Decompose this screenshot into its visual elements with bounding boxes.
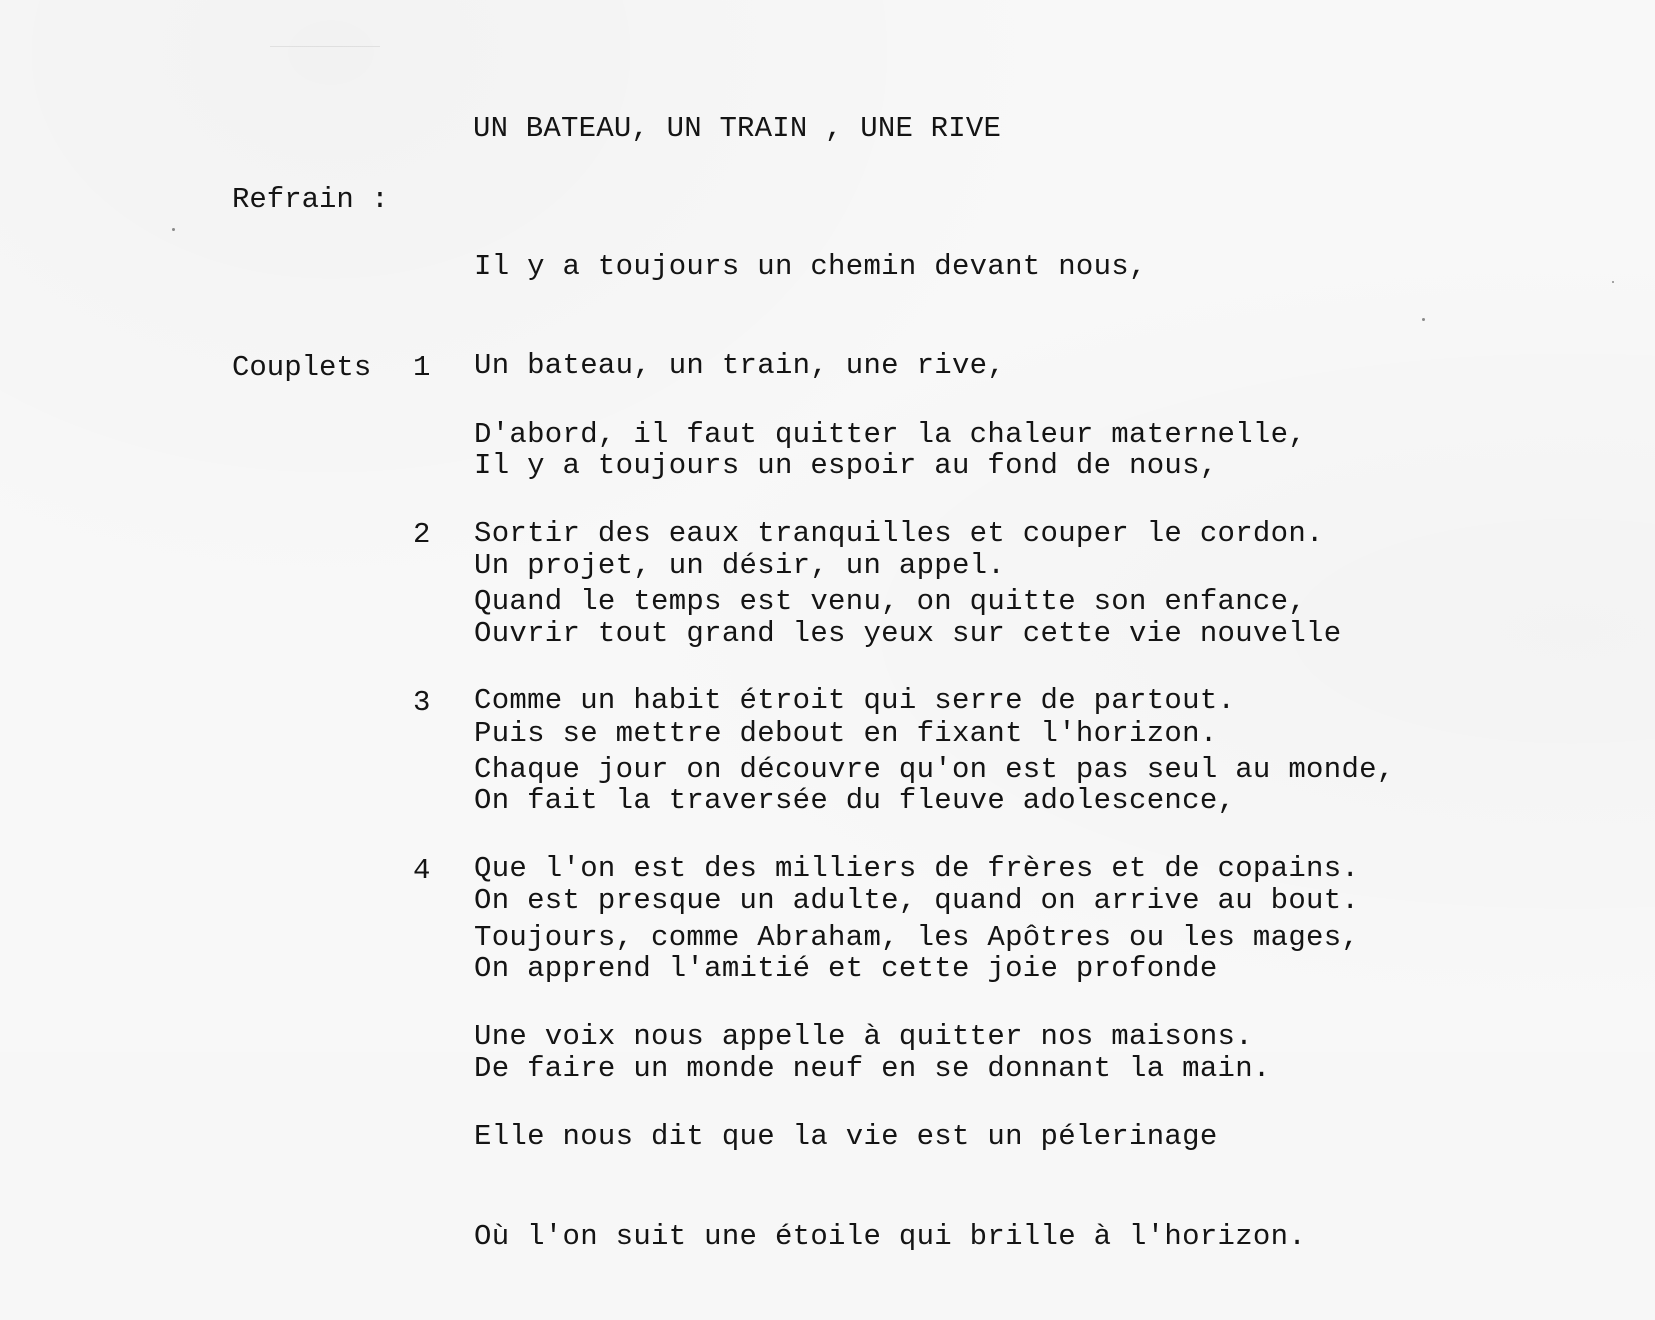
couplet-line: Puis se mettre debout en fixant l'horizon.	[474, 717, 1218, 751]
couplet-line: Toujours, comme Abraham, les Apôtres ou les mages,	[474, 920, 1360, 954]
couplet-number: 2	[413, 518, 431, 551]
refrain-line: Il y a toujours un chemin devant nous,	[474, 249, 1147, 283]
refrain-line: Il y a toujours un espoir au fond de nous,	[474, 449, 1218, 483]
couplet-line: Chaque jour on découvre qu'on est pas seul au monde,	[474, 752, 1395, 786]
couplet-line: Où l'on suit une étoile qui brille à l'horizon.	[474, 1220, 1307, 1254]
couplets-label: Couplets	[232, 351, 372, 384]
paper-mark	[270, 46, 380, 47]
couplet-line: Comme un habit étroit qui serre de partout.	[474, 684, 1236, 718]
couplet-number: 4	[413, 854, 431, 887]
couplet-number: 1	[413, 351, 431, 384]
couplet-line: On apprend l'amitié et cette joie profonde	[474, 952, 1218, 986]
refrain-line: Un projet, un désir, un appel.	[474, 549, 1006, 583]
song-title: UN BATEAU, UN TRAIN , UNE RIVE	[473, 112, 1002, 145]
couplet-line: Elle nous dit que la vie est un pélerinage	[474, 1120, 1218, 1154]
couplet-line: On fait la traversée du fleuve adolescence,	[474, 784, 1236, 818]
couplet-lines	[474, 854, 1359, 1320]
couplet-line: D'abord, il faut quitter la chaleur maternelle,	[474, 417, 1307, 451]
couplet-line: Quand le temps est venu, on quitte son enfance,	[474, 584, 1307, 618]
couplet-line: Sortir des eaux tranquilles et couper le cordon.	[474, 517, 1324, 551]
couplet-line: Ouvrir tout grand les yeux sur cette vie nouvelle	[474, 617, 1342, 651]
couplet-number: 3	[413, 686, 431, 719]
refrain-line: Un bateau, un train, une rive,	[474, 349, 1006, 383]
couplet-line: De faire un monde neuf en se donnant la main.	[474, 1052, 1271, 1086]
couplet-line: Une voix nous appelle à quitter nos maisons.	[474, 1020, 1253, 1054]
couplet-line: Que l'on est des milliers de frères et de copains.	[474, 852, 1360, 886]
couplet-line: On est presque un adulte, quand on arrive au bout.	[474, 884, 1360, 918]
refrain-label: Refrain :	[232, 183, 389, 216]
